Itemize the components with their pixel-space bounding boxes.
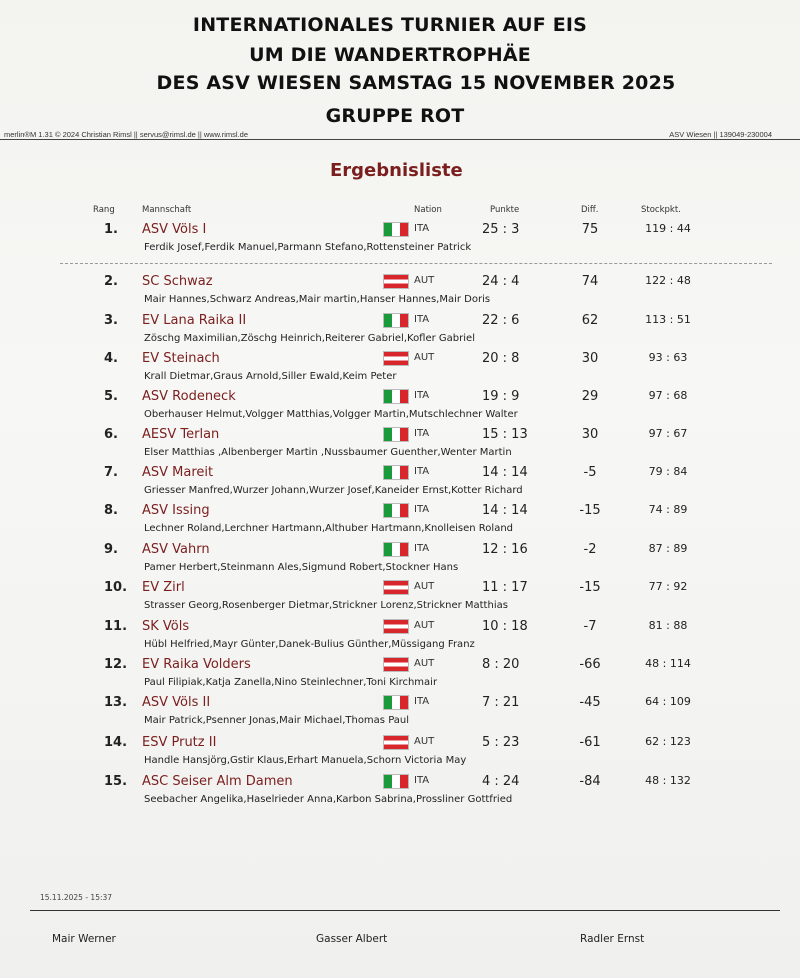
nation-code: ITA [414,223,430,234]
signature-1: Mair Werner [52,933,116,945]
player-list: Paul Filipiak,Katja Zanella,Nino Steinlechner,Toni Kirchmair [144,677,438,688]
table-row [0,222,800,260]
points-cell: 15 : 13 [482,427,528,442]
title-line-4: GRUPPE ROT [325,105,465,127]
table-row [0,427,800,465]
nation-code: ITA [414,775,430,786]
table-row [0,657,800,695]
diff-cell: -15 [579,580,601,595]
diff-cell: 29 [581,389,599,404]
diff-cell: -5 [583,465,597,480]
player-list: Lechner Roland,Lerchner Hartmann,Althuber Hartmann,Knolleisen Roland [144,523,514,534]
diff-cell: -61 [579,735,601,750]
rank-cell: 10. [104,580,128,595]
nation-code: ITA [414,504,430,515]
points-cell: 19 : 9 [482,389,520,404]
nation-code: AUT [414,581,435,592]
table-row [0,465,800,503]
diff-cell: 75 [581,222,599,237]
team-name: ASV Issing [142,503,210,518]
team-name: AESV Terlan [142,427,220,442]
player-list: Ferdik Josef,Ferdik Manuel,Parmann Stefano,Rottensteiner Patrick [144,242,472,253]
player-list: Zöschg Maximilian,Zöschg Heinrich,Reiterer Gabriel,Kofler Gabriel [144,333,475,344]
rank-cell: 1. [104,222,118,237]
stock-points-cell: 119 : 44 [645,222,691,235]
nation-code: ITA [414,696,430,707]
rank-cell: 4. [104,351,118,366]
nation-code: ITA [414,314,430,325]
points-cell: 7 : 21 [482,695,520,710]
signature-2: Gasser Albert [316,933,388,945]
points-cell: 20 : 8 [482,351,520,366]
winner-divider [60,263,772,264]
table-row [0,695,800,733]
team-name: SK Völs [142,619,190,634]
title-line-1: INTERNATIONALES TURNIER AUF EIS [192,14,588,36]
header-divider [0,139,800,140]
nation-code: ITA [414,466,430,477]
stock-points-cell: 122 : 48 [645,274,691,287]
rank-cell: 15. [104,774,128,789]
nation-code: ITA [414,428,430,439]
diff-cell: -2 [583,542,597,557]
player-list: Mair Patrick,Psenner Jonas,Mair Michael,Thomas Paul [144,715,410,726]
nation-code: AUT [414,658,435,669]
table-row [0,774,800,812]
column-header-nation: Nation [414,205,442,215]
table-row [0,351,800,389]
table-row [0,735,800,773]
points-cell: 14 : 14 [482,465,528,480]
title-line-3: DES ASV WIESEN SAMSTAG 15 NOVEMBER 2025 [156,72,676,94]
stock-points-cell: 87 : 89 [648,542,688,555]
column-header-stock: Stockpkt. [641,205,681,215]
player-list: Strasser Georg,Rosenberger Dietmar,Strickner Lorenz,Strickner Matthias [144,600,508,611]
column-header-rank: Rang [93,205,115,215]
diff-cell: -15 [579,503,601,518]
player-list: Elser Matthias ,Albenberger Martin ,Nussbaumer Guenther,Wenter Martin [144,447,512,458]
rank-cell: 13. [104,695,128,710]
rank-cell: 8. [104,503,118,518]
rank-cell: 7. [104,465,118,480]
rank-cell: 9. [104,542,118,557]
team-name: EV Raika Volders [142,657,251,672]
stock-points-cell: 74 : 89 [648,503,688,516]
italy-flag-icon [383,542,409,557]
rank-cell: 5. [104,389,118,404]
diff-cell: -84 [579,774,601,789]
print-timestamp: 15.11.2025 - 15:37 [40,893,113,902]
team-name: EV Steinach [142,351,220,366]
points-cell: 5 : 23 [482,735,520,750]
stock-points-cell: 48 : 114 [645,657,691,670]
rank-cell: 2. [104,274,118,289]
italy-flag-icon [383,465,409,480]
diff-cell: -66 [579,657,601,672]
table-row [0,389,800,427]
results-heading: Ergebnisliste [330,160,463,181]
points-cell: 22 : 6 [482,313,520,328]
player-list: Seebacher Angelika,Haselrieder Anna,Karbon Sabrina,Prossliner Gottfried [144,794,513,805]
diff-cell: 30 [581,351,599,366]
points-cell: 10 : 18 [482,619,528,634]
stock-points-cell: 97 : 67 [648,427,688,440]
stock-points-cell: 62 : 123 [645,735,691,748]
points-cell: 12 : 16 [482,542,528,557]
nation-code: ITA [414,543,430,554]
nation-code: ITA [414,390,430,401]
diff-cell: 30 [581,427,599,442]
nation-code: AUT [414,275,435,286]
team-name: EV Zirl [142,580,185,595]
club-id: ASV Wiesen || 139049-230004 [669,130,772,139]
table-row [0,503,800,541]
italy-flag-icon [383,774,409,789]
player-list: Griesser Manfred,Wurzer Johann,Wurzer Josef,Kaneider Ernst,Kotter Richard [144,485,523,496]
stock-points-cell: 48 : 132 [645,774,691,787]
nation-code: AUT [414,736,435,747]
title-line-2: UM DIE WANDERTROPHÄE [249,44,531,66]
points-cell: 4 : 24 [482,774,520,789]
player-list: Handle Hansjörg,Gstir Klaus,Erhart Manuela,Schorn Victoria May [144,755,467,766]
column-header-points: Punkte [490,205,520,215]
stock-points-cell: 81 : 88 [648,619,688,632]
nation-code: AUT [414,620,435,631]
team-name: SC Schwaz [142,274,213,289]
diff-cell: 62 [581,313,599,328]
player-list: Mair Hannes,Schwarz Andreas,Mair martin,Hanser Hannes,Mair Doris [144,294,491,305]
rank-cell: 12. [104,657,128,672]
diff-cell: -7 [583,619,597,634]
rank-cell: 6. [104,427,118,442]
austria-flag-icon [383,735,409,750]
diff-cell: -45 [579,695,601,710]
rank-cell: 11. [104,619,128,634]
diff-cell: 74 [581,274,599,289]
table-row [0,542,800,580]
player-list: Pamer Herbert,Steinmann Ales,Sigmund Robert,Stockner Hans [144,562,459,573]
player-list: Oberhauser Helmut,Volgger Matthias,Volgger Martin,Mutschlechner Walter [144,409,518,420]
italy-flag-icon [383,313,409,328]
rank-cell: 3. [104,313,118,328]
austria-flag-icon [383,351,409,366]
austria-flag-icon [383,619,409,634]
austria-flag-icon [383,580,409,595]
austria-flag-icon [383,274,409,289]
software-credit: merlin®M 1.31 © 2024 Christian Rimsl || servus@rimsl.de || www.rimsl.de [4,130,249,139]
points-cell: 14 : 14 [482,503,528,518]
player-list: Hübl Helfried,Mayr Günter,Danek-Bulius Günther,Müssigang Franz [144,639,475,650]
team-name: ASV Völs II [142,695,211,710]
stock-points-cell: 97 : 68 [648,389,688,402]
points-cell: 24 : 4 [482,274,520,289]
italy-flag-icon [383,222,409,237]
italy-flag-icon [383,427,409,442]
team-name: ASV Mareit [142,465,214,480]
table-row [0,274,800,312]
points-cell: 25 : 3 [482,222,520,237]
team-name: ASV Rodeneck [142,389,236,404]
footer-divider [30,910,780,911]
italy-flag-icon [383,389,409,404]
team-name: ASV Vahrn [142,542,210,557]
points-cell: 11 : 17 [482,580,528,595]
points-cell: 8 : 20 [482,657,520,672]
team-name: EV Lana Raika II [142,313,247,328]
table-row [0,619,800,657]
team-name: ASC Seiser Alm Damen [142,774,293,789]
stock-points-cell: 113 : 51 [645,313,691,326]
italy-flag-icon [383,503,409,518]
stock-points-cell: 93 : 63 [648,351,688,364]
column-header-team: Mannschaft [142,205,192,215]
stock-points-cell: 77 : 92 [648,580,688,593]
nation-code: AUT [414,352,435,363]
stock-points-cell: 79 : 84 [648,465,688,478]
austria-flag-icon [383,657,409,672]
table-row [0,313,800,351]
player-list: Krall Dietmar,Graus Arnold,Siller Ewald,Keim Peter [144,371,397,382]
team-name: ESV Prutz II [142,735,217,750]
stock-points-cell: 64 : 109 [645,695,691,708]
team-name: ASV Völs I [142,222,207,237]
italy-flag-icon [383,695,409,710]
column-header-diff: Diff. [581,205,599,215]
signature-3: Radler Ernst [580,933,645,945]
table-row [0,580,800,618]
rank-cell: 14. [104,735,128,750]
